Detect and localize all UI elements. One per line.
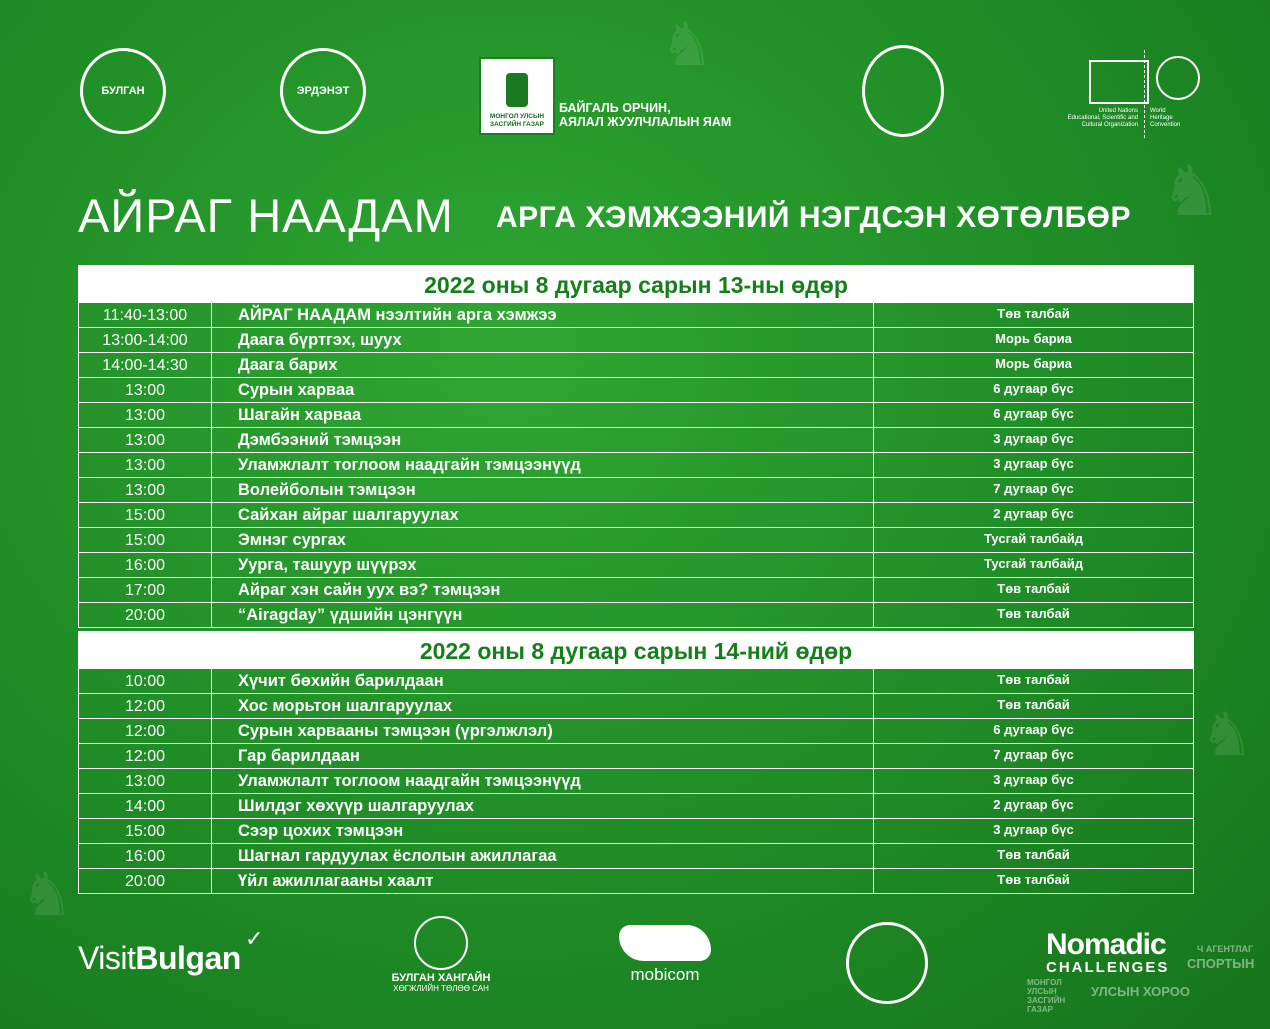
erdenet-emblem-logo: ЭРДЭНЭТ [280,48,366,134]
schedule-place: 3 дугаар бүс [993,772,1074,787]
schedule-event: Шилдэг хөхүүр шалгаруулах [212,794,874,818]
schedule-row [78,528,1194,553]
schedule-event: Уурга, ташуур шүүрэх [212,553,874,577]
petroglyph-decoration: ♞ [20,860,74,930]
world-heritage-icon [1156,56,1200,100]
schedule-place: Тусгай талбайд [983,531,1084,546]
checkmark-icon: ✓ [245,926,264,951]
schedule-row [78,578,1194,603]
schedule-place: 3 дугаар бүс [993,431,1074,446]
schedule-event: Уламжлалт тоглоом наадгайн тэмцээнүүд [212,769,874,793]
government-emblem-logo: МОНГОЛ УЛСЫН ЗАСГИЙН ГАЗАР [479,57,555,135]
bulgan-nature-logo [862,45,944,137]
schedule-place: Төв талбай [997,581,1070,596]
schedule-place: Төв талбай [997,672,1070,687]
schedule-event: Үйл ажиллагааны хаалт [212,869,874,893]
schedule-row [78,794,1194,819]
schedule-time: 14:00 [79,794,212,818]
schedule-row [78,403,1194,428]
schedule-event: Сээр цохих тэмцээн [212,819,874,843]
schedule-event: Шагайн харваа [212,403,874,427]
schedule-place: 3 дугаар бүс [993,822,1074,837]
fund-emblem-icon [414,916,468,970]
schedule-time: 13:00-14:00 [79,328,212,352]
schedule-row [78,869,1194,894]
schedule-time: 14:00-14:30 [79,353,212,377]
schedule-place: Морь бариа [995,356,1072,371]
schedule-place: Төв талбай [997,872,1070,887]
schedule-time: 20:00 [79,869,212,893]
schedule-row [78,303,1194,328]
schedule-time: 17:00 [79,578,212,602]
schedule-time: 15:00 [79,528,212,552]
schedule-time: 13:00 [79,378,212,402]
nomadic-challenges-logo: Nomadic CHALLENGES [1046,928,1170,976]
schedule-rows [78,303,1194,628]
schedule-event: Хүчит бөхийн барилдаан [212,669,874,693]
petroglyph-decoration: ♞ [660,10,714,80]
day-schedule-table [78,631,1194,894]
schedule-place: 7 дугаар бүс [993,747,1074,762]
schedule-time: 13:00 [79,769,212,793]
schedule-time: 20:00 [79,603,212,627]
mobicom-wave-icon [619,925,711,961]
schedule-row [78,353,1194,378]
schedule-time: 13:00 [79,453,212,477]
schedule-place: 7 дугаар бүс [993,481,1074,496]
schedule-row [78,819,1194,844]
schedule-place: Тусгай талбайд [983,556,1084,571]
schedule-row [78,428,1194,453]
schedule-event: Сайхан айраг шалгаруулах [212,503,874,527]
schedule-place: Төв талбай [997,606,1070,621]
schedule-row [78,478,1194,503]
schedule-row [78,378,1194,403]
sponsor-logos-row [0,45,1270,145]
schedule-event: “Airagday” үдшийн цэнгүүн [212,603,874,627]
schedule-place: Төв талбай [997,697,1070,712]
schedule-place: Морь бариа [995,331,1072,346]
schedule-event: Даага барих [212,353,874,377]
day-header: 2022 оны 8 дугаар сарын 14-ний өдөр [78,631,1194,669]
schedule-row [78,694,1194,719]
schedule-place: 6 дугаар бүс [993,406,1074,421]
petroglyph-decoration: ♞ [1200,700,1254,770]
schedule-place: Төв талбай [997,847,1070,862]
schedule-row [78,453,1194,478]
schedule-event: Волейболын тэмцээн [212,478,874,502]
day-schedule-table [78,265,1194,628]
visitbulgan-logo: VisitBulgan [78,940,241,976]
schedule-place: 6 дугаар бүс [993,381,1074,396]
schedule-time: 13:00 [79,403,212,427]
schedule-event: Дэмбээний тэмцээн [212,428,874,452]
schedule-event: Сурын харваа [212,378,874,402]
schedule-event: Уламжлалт тоглоом наадгайн тэмцээнүүд [212,453,874,477]
schedule-time: 12:00 [79,694,212,718]
schedule-place: 3 дугаар бүс [993,456,1074,471]
petroglyph-decoration: ♞ [1160,150,1223,232]
unesco-logo: United Nations Educational, Scientific and Cultural Organization World Heritage Convention [1052,50,1222,140]
schedule-event: АЙРАГ НААДАМ нээлтийн арга хэмжээ [212,303,874,327]
schedule-time: 12:00 [79,719,212,743]
day-header: 2022 оны 8 дугаар сарын 13-ны өдөр [78,265,1194,303]
schedule-event: Эмнэг сургах [212,528,874,552]
schedule-row [78,503,1194,528]
bulgan-khangai-fund-logo: БУЛГАН ХАНГАЙН ХӨГЖЛИЙН ТӨЛӨӨ САН [386,916,496,993]
schedule-row [78,769,1194,794]
schedule-time: 10:00 [79,669,212,693]
soyombo-icon [506,73,528,107]
world-wanderers-logo [846,922,928,1004]
schedule-row [78,553,1194,578]
event-title: АЙРАГ НААДАМ [78,189,454,242]
unesco-temple-icon [1089,60,1149,104]
ministry-name: БАЙГАЛЬ ОРЧИН, АЯЛАЛ ЖУУЛЧЛАЛЫН ЯАМ [559,101,732,129]
schedule-time: 16:00 [79,844,212,868]
schedule-row [78,669,1194,694]
schedule-event: Хос морьтон шалгаруулах [212,694,874,718]
schedule-rows [78,669,1194,894]
schedule-time: 15:00 [79,503,212,527]
schedule-event: Шагнал гардуулах ёслолын ажиллагаа [212,844,874,868]
schedule-time: 11:40-13:00 [79,303,212,327]
schedule-row [78,744,1194,769]
schedule-time: 13:00 [79,428,212,452]
mobicom-logo: mobicom [610,925,720,985]
schedule-time: 16:00 [79,553,212,577]
schedule-time: 13:00 [79,478,212,502]
schedule-row [78,719,1194,744]
schedule-event: Гар барилдаан [212,744,874,768]
schedule-time: 12:00 [79,744,212,768]
schedule-row [78,328,1194,353]
schedule-event: Даага бүртгэх, шуух [212,328,874,352]
schedule-row [78,603,1194,628]
schedule-place: Төв талбай [997,306,1070,321]
schedule-event: Сурын харвааны тэмцээн (үргэлжлэл) [212,719,874,743]
program-subtitle: АРГА ХЭМЖЭЭНИЙ НЭГДСЭН ХӨТӨЛБӨР [496,201,1132,234]
schedule-place: 2 дугаар бүс [993,797,1074,812]
schedule-place: 2 дугаар бүс [993,506,1074,521]
bulgan-emblem-logo: БУЛГАН [80,48,166,134]
schedule-event: Айраг хэн сайн уух вэ? тэмцээн [212,578,874,602]
schedule-time: 15:00 [79,819,212,843]
schedule-place: 6 дугаар бүс [993,722,1074,737]
schedule-row [78,844,1194,869]
